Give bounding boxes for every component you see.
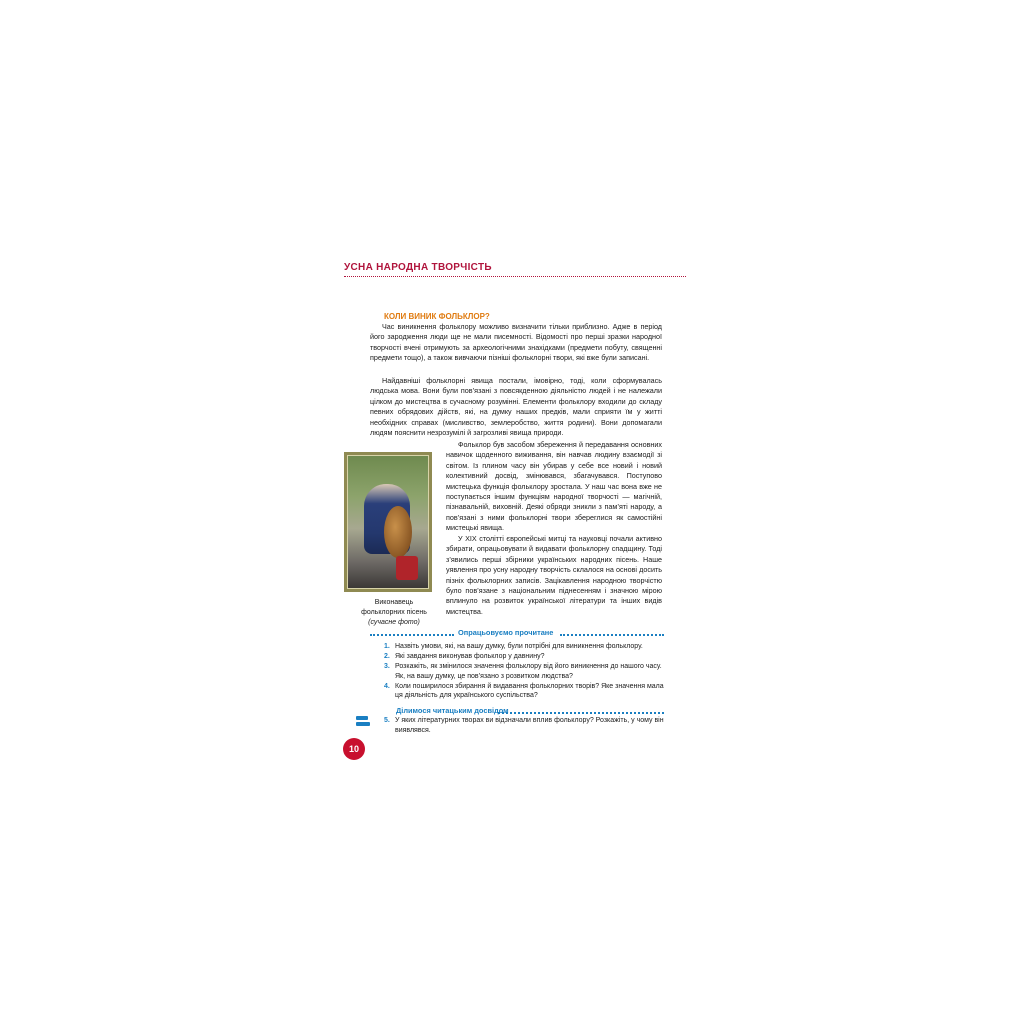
share-dots-right [498,712,664,714]
running-head-rule [344,276,686,277]
red-boots [396,556,418,580]
paragraph-2: Найдавніші фольклорні явища постали, імовірно, тоді, коли сформувалась людська мова. Вони були пов’язані з повсякденною діяльністю людей і не належали цілком до мистецтва в сучасному розумінні. Елементи фольклору входили до складу певних обрядових дійств, які, на думку наших предків, мали сприяти їм у житті необхідних справах (мисливство, землеробство, життя родини). Вони допомагали людям пояснити незрозумілі й загрозливі явища природи. [370,376,662,438]
share-title: Ділимося читацьким досвідом [396,706,509,715]
question-text: Коли поширилося збирання й видавання фольклорних творів? Яке значення мала ця діяльність для українського суспільства? [395,682,664,700]
question-number: 5. [384,717,390,724]
caption-line-1: Виконавець [374,599,414,606]
question-item [384,716,664,735]
share-questions [384,716,664,735]
question-number: 4. [384,682,390,690]
question-text: У яких літературних творах ви відзначали вплив фольклору? Розкажіть, у чому він виявлявся. [395,717,664,734]
question-text: Розкажіть, як змінилося значення фольклору від його виникнення до нашого часу. Як, на вашу думку, це пов’язано з розвитком людства? [395,662,662,680]
caption-line-3: (сучасне фото) [368,619,420,626]
question-text: Назвіть умови, які, на вашу думку, були потрібні для виникнення фольклору. [395,643,643,650]
bandura-player-photo [347,455,429,589]
question-text: Які завдання виконував фольклор у давнину? [395,652,545,660]
paragraph-3: Фольклор був засобом збереження й передавання основних навичок щоденного виживання, він навчав людину взаємодії зі світом. Із плином часу він убирав у себе все новий і новий колективний досвід, змінювався, збагачувався. Поступово мистецька функція фольклору зростала. У наш час вона вже не поступається іншим функціям народної творчості — магічній, пізнавальній, виховній. Деякі обряди зникли з пам’яті народу, а пов’язані з ними фольклорні твори збереглися як самостійні мистецькі явища. [446,440,662,533]
question-item [384,682,664,701]
question-item [384,662,664,681]
review-dots-left [370,634,454,636]
question-number: 1. [384,643,390,650]
review-title: Опрацьовуємо прочитане [458,628,554,637]
question-number: 3. [384,662,390,670]
review-dots-right [560,634,664,636]
paragraph-4: У XIX столітті європейські митці та науковці почали активно збирати, опрацьовувати й видавати фольклорну спадщину. Тоді з’явились перші збірники українських народних пісень. Наше уявлення про усну народну творчість склалося на основі досить пізніх фольклорних записів. Зацікавлення народною творчістю було пов’язане з національним піднесенням і значною мірою вплинуло на розвиток української літератури та інших видів мистецтва. [446,534,662,616]
photo-caption [344,598,444,628]
caption-line-2: фольклорних пісень [361,609,427,616]
question-number: 2. [384,652,390,660]
paragraph-1: Час виникнення фольклору можливо визначити тільки приблизно. Адже в період його зародження люди ще не мали писемності. Відомості про перші зразки народної творчості вчені отримують за археологічними знахідками (предмети побуту, священні предмети тощо), а також вивчаючи пізніші фольклорні твори, які вже були записані. [370,322,662,363]
question-item [384,652,664,662]
page-number: 10 [343,738,365,760]
section-title: КОЛИ ВИНИК ФОЛЬКЛОР? [384,312,490,321]
running-head: УСНА НАРОДНА ТВОРЧІСТЬ [344,262,492,273]
photo-frame [344,452,432,592]
books-icon [356,716,370,730]
bandura-instrument [384,506,412,558]
question-item [384,642,664,652]
review-questions [384,642,664,701]
